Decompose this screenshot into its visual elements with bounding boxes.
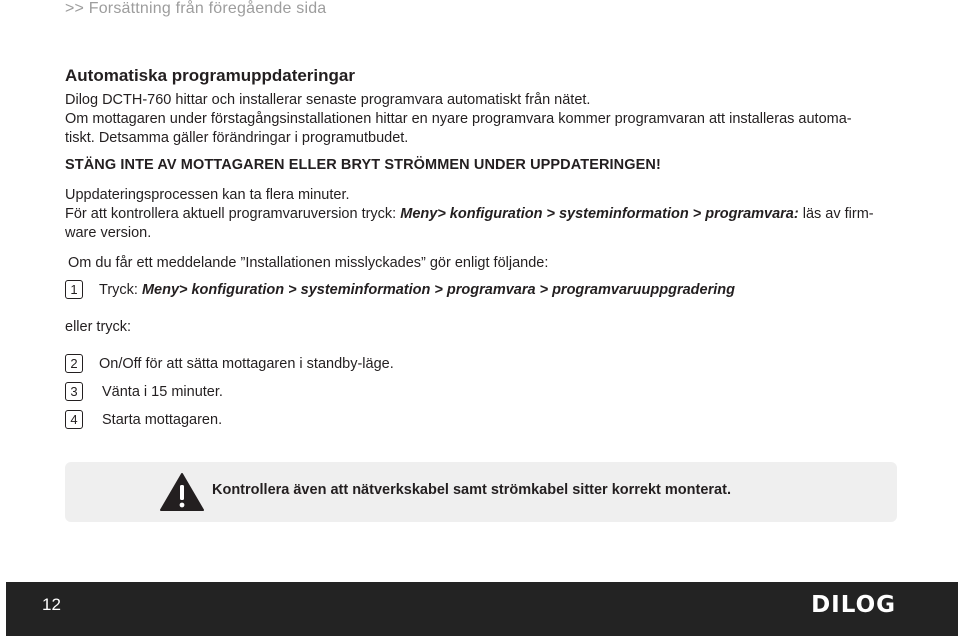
check-prefix: För att kontrollera aktuell programvaruversion tryck: (65, 206, 401, 222)
intro-line-3: tiskt. Detsamma gäller förändringar i programutbudet. (65, 130, 409, 146)
step-number: 1 (65, 280, 83, 299)
check-menu-path: Meny> konfiguration > systeminformation > programvara: (400, 206, 799, 222)
step-2 (65, 354, 394, 373)
step-3-text: Vänta i 15 minuter. (102, 383, 223, 400)
duration-text: Uppdateringsprocessen kan ta flera minuter. (65, 187, 350, 203)
step-1-menu-path: Meny> konfiguration > systeminformation > programvara > programvaruuppgradering (141, 281, 735, 298)
step-2-text: On/Off för att sätta mottagaren i standby-läge. (99, 355, 394, 372)
step-1 (65, 280, 735, 299)
check-version-paragraph (65, 205, 900, 243)
step-number: 3 (65, 382, 83, 401)
continued-from-previous-page: >> Forsättning från föregående sida (65, 0, 327, 17)
step-3 (65, 382, 223, 401)
check-line-2: ware version. (65, 225, 152, 241)
note-box (65, 462, 897, 522)
intro-line-1: Dilog DCTH-760 hittar och installerar senaste programvara automatiskt från nätet. (65, 92, 591, 108)
step-number: 4 (65, 410, 83, 429)
note-text: Kontrollera även att nätverkskabel samt strömkabel sitter korrekt monterat. (212, 482, 731, 498)
warning-triangle-icon (159, 472, 205, 512)
or-press-label: eller tryck: (65, 319, 132, 335)
check-suffix: läs av firm- (798, 206, 874, 222)
step-4 (65, 410, 222, 429)
intro-line-2: Om mottagaren under förstagångsinstallationen hittar en nyare programvara kommer programvaran att installeras automa- (65, 111, 852, 127)
failed-intro: Om du får ett meddelande ”Installationen misslyckades” gör enligt följande: (68, 255, 549, 271)
step-number: 2 (65, 354, 83, 373)
page-number: 12 (42, 595, 61, 614)
warning-statement: STÄNG INTE AV MOTTAGAREN ELLER BRYT STRÖMMEN UNDER UPPDATERINGEN! (65, 157, 661, 173)
paragraph-intro (65, 91, 900, 148)
step-4-text: Starta mottagaren. (102, 411, 223, 428)
brand-logo: DILOG (811, 592, 896, 618)
footer-bar (6, 582, 958, 636)
section-title: Automatiska programuppdateringar (65, 66, 355, 85)
step-1-prefix: Tryck: (99, 281, 138, 298)
